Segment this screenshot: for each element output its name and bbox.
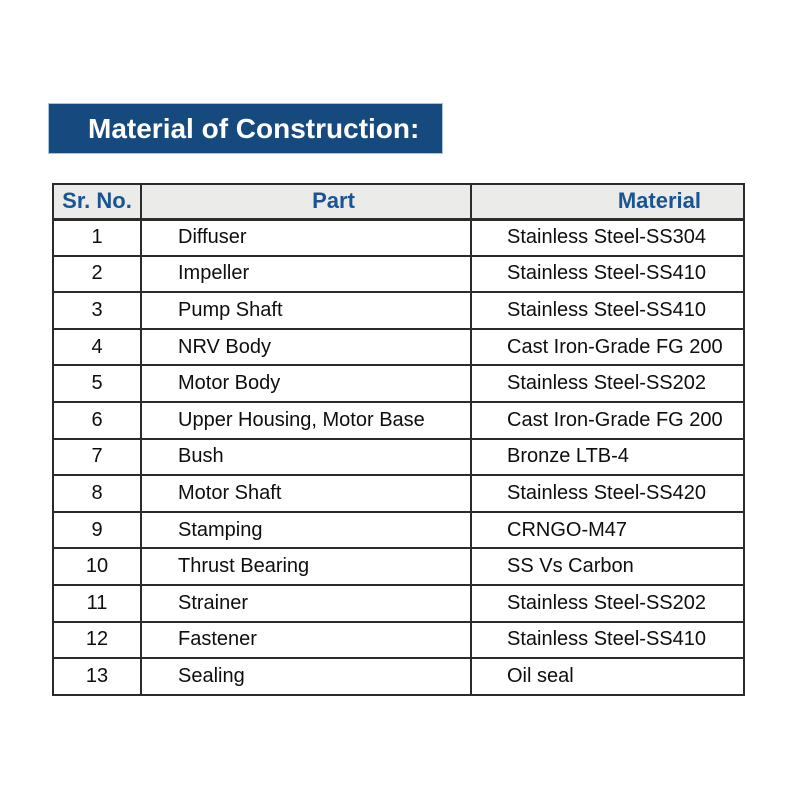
cell-part: Sealing [141,658,471,695]
cell-part: Stamping [141,512,471,549]
cell-material: Oil seal [471,658,744,695]
cell-part: NRV Body [141,329,471,366]
cell-sr-no: 1 [53,219,141,256]
table-row [53,658,744,695]
cell-sr-no: 2 [53,256,141,293]
cell-sr-no: 8 [53,475,141,512]
cell-material: Stainless Steel-SS420 [471,475,744,512]
table-row [53,365,744,402]
cell-material: Cast Iron-Grade FG 200 [471,402,744,439]
cell-part: Upper Housing, Motor Base [141,402,471,439]
cell-part: Strainer [141,585,471,622]
cell-material: Stainless Steel-SS304 [471,219,744,256]
table-row [53,256,744,293]
header-cell-material: Material [471,184,744,219]
cell-part: Thrust Bearing [141,548,471,585]
cell-material: Stainless Steel-SS202 [471,365,744,402]
cell-material: Stainless Steel-SS202 [471,585,744,622]
cell-sr-no: 12 [53,622,141,659]
table-row [53,585,744,622]
table-row [53,219,744,256]
table-row [53,548,744,585]
table-row [53,329,744,366]
cell-material: Stainless Steel-SS410 [471,256,744,293]
cell-part: Impeller [141,256,471,293]
table-header-row [53,184,744,219]
cell-sr-no: 5 [53,365,141,402]
title-banner [49,104,442,153]
table-row [53,475,744,512]
cell-sr-no: 13 [53,658,141,695]
cell-material: CRNGO-M47 [471,512,744,549]
cell-material: Stainless Steel-SS410 [471,622,744,659]
header-cell-sr-no: Sr. No. [53,184,141,219]
table-body [53,219,744,695]
materials-table [52,183,745,696]
header-cell-part: Part [141,184,471,219]
page-title: Material of Construction: [88,112,420,144]
cell-sr-no: 4 [53,329,141,366]
table-row [53,402,744,439]
table-row [53,439,744,476]
cell-part: Bush [141,439,471,476]
cell-part: Fastener [141,622,471,659]
cell-material: Stainless Steel-SS410 [471,292,744,329]
cell-sr-no: 3 [53,292,141,329]
table-row [53,622,744,659]
table-row [53,512,744,549]
cell-part: Diffuser [141,219,471,256]
cell-sr-no: 10 [53,548,141,585]
cell-material: Cast Iron-Grade FG 200 [471,329,744,366]
cell-sr-no: 11 [53,585,141,622]
cell-part: Pump Shaft [141,292,471,329]
cell-sr-no: 6 [53,402,141,439]
cell-sr-no: 7 [53,439,141,476]
cell-part: Motor Shaft [141,475,471,512]
cell-sr-no: 9 [53,512,141,549]
cell-material: SS Vs Carbon [471,548,744,585]
cell-part: Motor Body [141,365,471,402]
table-row [53,292,744,329]
cell-material: Bronze LTB-4 [471,439,744,476]
